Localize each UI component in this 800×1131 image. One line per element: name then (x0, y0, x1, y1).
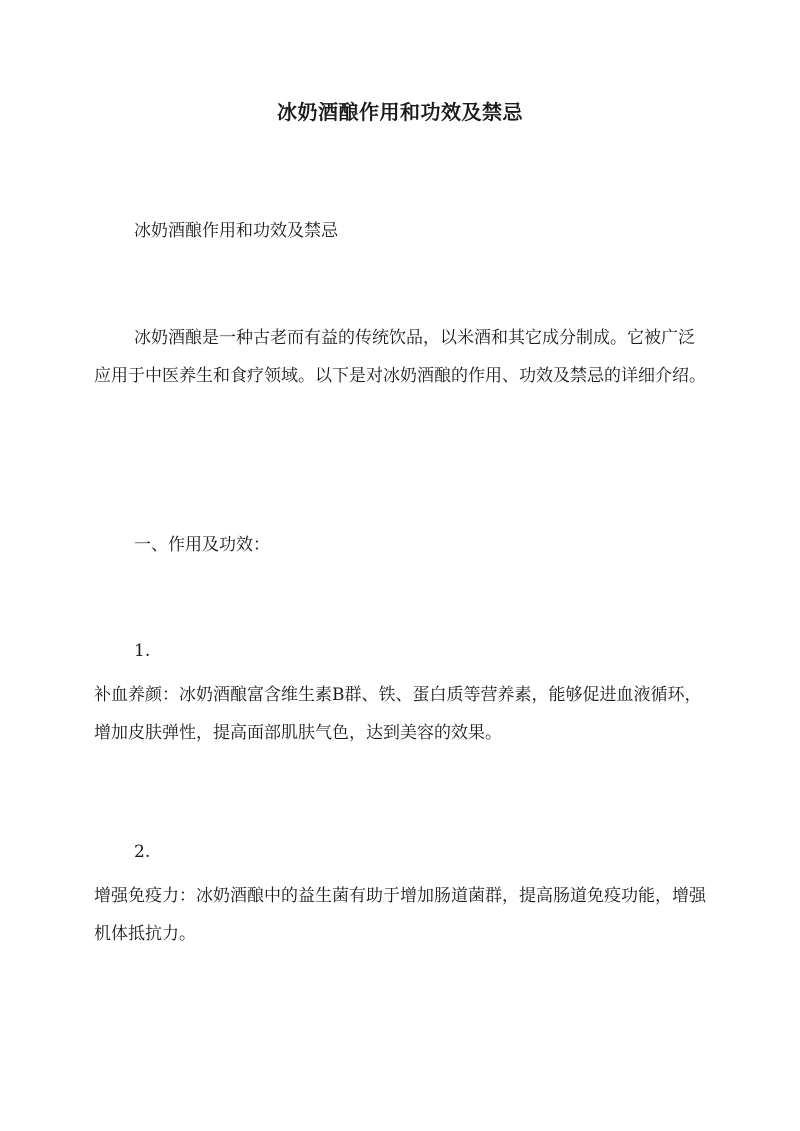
list-item-number: 2. (134, 842, 151, 862)
list-item-text: 补血养颜：冰奶酒酿富含维生素B群、铁、蛋白质等营养素，能够促进血液循环，增加皮肤弹性，提高面部肌肤气色，达到美容的效果。 (94, 685, 702, 743)
document-title: 冰奶酒酿作用和功效及禁忌 (277, 100, 523, 124)
list-item-number: 1. (134, 641, 151, 661)
section-heading: 一、作用及功效： (134, 535, 270, 555)
list-item-text: 增强免疫力：冰奶酒酿中的益生菌有助于增加肠道菌群，提高肠道免疫功能，增强机体抵抗力。 (94, 886, 706, 944)
document-subtitle: 冰奶酒酿作用和功效及禁忌 (134, 221, 338, 241)
intro-paragraph: 冰奶酒酿是一种古老而有益的传统饮品，以米酒和其它成分制成。它被广泛应用于中医养生和食疗领域。以下是对冰奶酒酿的作用、功效及禁忌的详细介绍。 (94, 328, 706, 386)
